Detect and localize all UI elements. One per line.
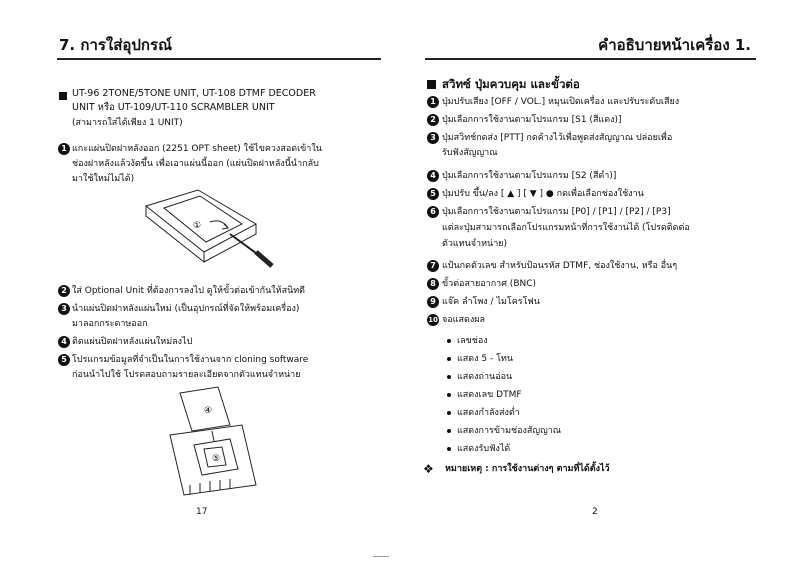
- display-item-7: แสดงรับฟังได้: [447, 443, 510, 455]
- display-item-2: แสดง 5 - โทน: [447, 353, 513, 365]
- step-4-line-1: ติดแผ่นปิดฝาหลังแผ่นใหม่ลงไป: [72, 337, 193, 347]
- item-7-number: 7: [427, 260, 439, 272]
- item-10-line-1: จอแสดงผล: [442, 315, 486, 325]
- bullet-dot-icon: [447, 357, 451, 361]
- step-2-number: 2: [58, 285, 70, 297]
- step-5-number: 5: [58, 354, 70, 366]
- item-8-number: 8: [427, 278, 439, 290]
- bullet-dot-icon: [447, 393, 451, 397]
- item-8-line-1: ขั้วต่อสายอากาศ (BNC): [442, 279, 537, 289]
- step-1-line-3: มาใช้ใหม่ไม่ได้): [72, 174, 135, 184]
- unit-section-line-2: UNIT หรือ UT-109/UT-110 SCRAMBLER UNIT: [72, 102, 275, 113]
- item-6-line-3: ตัวแทนจำหน่าย): [442, 239, 508, 249]
- item-5-number: 5: [427, 188, 439, 200]
- controls-section-title: สวิทซ์ ปุ่มควบคุม และขั้วต่อ: [442, 77, 580, 91]
- display-item-1: เลขช่อง: [447, 335, 488, 347]
- bullet-dot-icon: [447, 375, 451, 379]
- right-page: [397, 0, 793, 566]
- bullet-dot-icon: [447, 447, 451, 451]
- bullet-dot-icon: [447, 429, 451, 433]
- left-page-title: 7. การใส่อุปกรณ์: [59, 36, 172, 54]
- step-1-line-2: ช่องฝาหลังแล้วงัดขึ้น เพื่อเอาแผ่นนี้ออก (แผ่นปิดฝาหลังนี้นำกลับ: [72, 159, 319, 169]
- item-2-number: 2: [427, 114, 439, 126]
- display-item-3: แสดงถ่านอ่อน: [447, 371, 512, 383]
- step-4-number: 4: [58, 336, 70, 348]
- item-2-line-1: ปุ่มเลือกการใช้งานตามโปรแกรม [S1 (สีแดง)]: [442, 115, 622, 125]
- step-1-line-1: แกะแผ่นปิดฝาหลังออก (2251 OPT sheet) ใช้ไขควงสอดเข้าใน: [72, 144, 322, 154]
- back-cover-removal-figure: [138, 186, 278, 276]
- step-3-line-2: มาลอกกระดาษออก: [72, 319, 148, 329]
- item-9-number: 9: [427, 296, 439, 308]
- item-6-line-1: ปุ่มเลือกการใช้งานตามโปรแกรม [P0] / [P1] / [P2] / [P3]: [442, 207, 671, 217]
- display-item-6: แสดงการข้ามช่องสัญญาณ: [447, 425, 561, 437]
- note-text: หมายเหตุ : การใช้งานต่างๆ ตามที่ได้ตั้งไว้: [445, 464, 610, 474]
- right-page-title: คำอธิบายหน้าเครื่อง 1.: [598, 36, 751, 54]
- fig1-label-1: ①: [193, 221, 202, 231]
- unit-section-line-1: UT-96 2TONE/5TONE UNIT, UT-108 DTMF DECODER: [72, 88, 316, 99]
- note-diamond-icon: ❖: [423, 462, 434, 476]
- item-4-line-1: ปุ่มเลือกการใช้งานตามโปรแกรม [S2 (สีดำ)]: [442, 171, 617, 181]
- step-5-line-1: โปรแกรมข้อมูลที่จำเป็นในการใช้งานจาก cloning software: [72, 355, 309, 365]
- section-square-icon: [59, 92, 67, 100]
- item-5-line-1: ปุ่มปรับ ขึ้น/ลง [ ▲ ] [ ▼ ] ● กดเพื่อเลือกช่องใช้งาน: [442, 189, 644, 199]
- item-1-number: 1: [427, 96, 439, 108]
- item-10-number: 10: [428, 316, 438, 324]
- step-5-line-2: ก่อนนำไปใช้ โปรดสอบถามรายละเอียดจากตัวแทนจำหน่าย: [72, 370, 301, 380]
- fig2-label-4: ④: [204, 406, 213, 416]
- scan-mark: [373, 556, 389, 557]
- item-3-line-2: รับฟังสัญญาณ: [442, 148, 498, 158]
- step-3-line-1: นำแผ่นปิดฝาหลังแผ่นใหม่ (เป็นอุปกรณ์ที่จัดให้พร้อมเครื่อง): [72, 304, 300, 314]
- item-6-number: 6: [427, 206, 439, 218]
- right-page-number: 2: [592, 507, 598, 517]
- item-3-number: 3: [427, 132, 439, 144]
- item-4-number: 4: [427, 170, 439, 182]
- left-page-number: 17: [196, 507, 208, 517]
- item-6-line-2: แต่ละปุ่มสามารถเลือกโปรแกรมหน้าที่การใช้งานได้ (โปรดติดต่อ: [442, 223, 690, 233]
- bullet-dot-icon: [447, 411, 451, 415]
- option-unit-install-figure: [160, 385, 270, 497]
- fig2-label-5: ⑤: [212, 454, 221, 464]
- item-1-line-1: ปุ่มปรับเสียง [OFF / VOL.] หมุนเปิดเครื่อง และปรับระดับเสียง: [442, 97, 680, 107]
- step-3-number: 3: [58, 303, 70, 315]
- bullet-dot-icon: [447, 339, 451, 343]
- left-header-rule: [57, 58, 381, 60]
- display-item-5: แสดงกำลังส่งต่ำ: [447, 407, 520, 419]
- right-header-rule: [425, 58, 756, 60]
- display-item-4: แสดงเลข DTMF: [447, 389, 522, 401]
- unit-section-line-3: (สามารถใส่ได้เพียง 1 UNIT): [72, 118, 183, 128]
- item-3-line-1: ปุ่มสวิทช์กดส่ง [PTT] กดค้างไว้เพื่อพูดส่งสัญญาณ ปล่อยเพื่อ: [442, 133, 673, 143]
- step-1-number: 1: [58, 143, 70, 155]
- item-9-line-1: แจ๊ค ลำโพง / ไมโครโฟน: [442, 297, 540, 307]
- section-square-icon: [427, 80, 436, 89]
- step-2-line-1: ใส่ Optional Unit ที่ต้องการลงไป ดูให้ขั้วต่อเข้ากันให้สนิทดี: [72, 286, 306, 296]
- item-7-line-1: แป้นกดตัวเลข สำหรับป้อนรหัส DTMF, ช่องใช้งาน, หรือ อื่นๆ: [442, 261, 678, 271]
